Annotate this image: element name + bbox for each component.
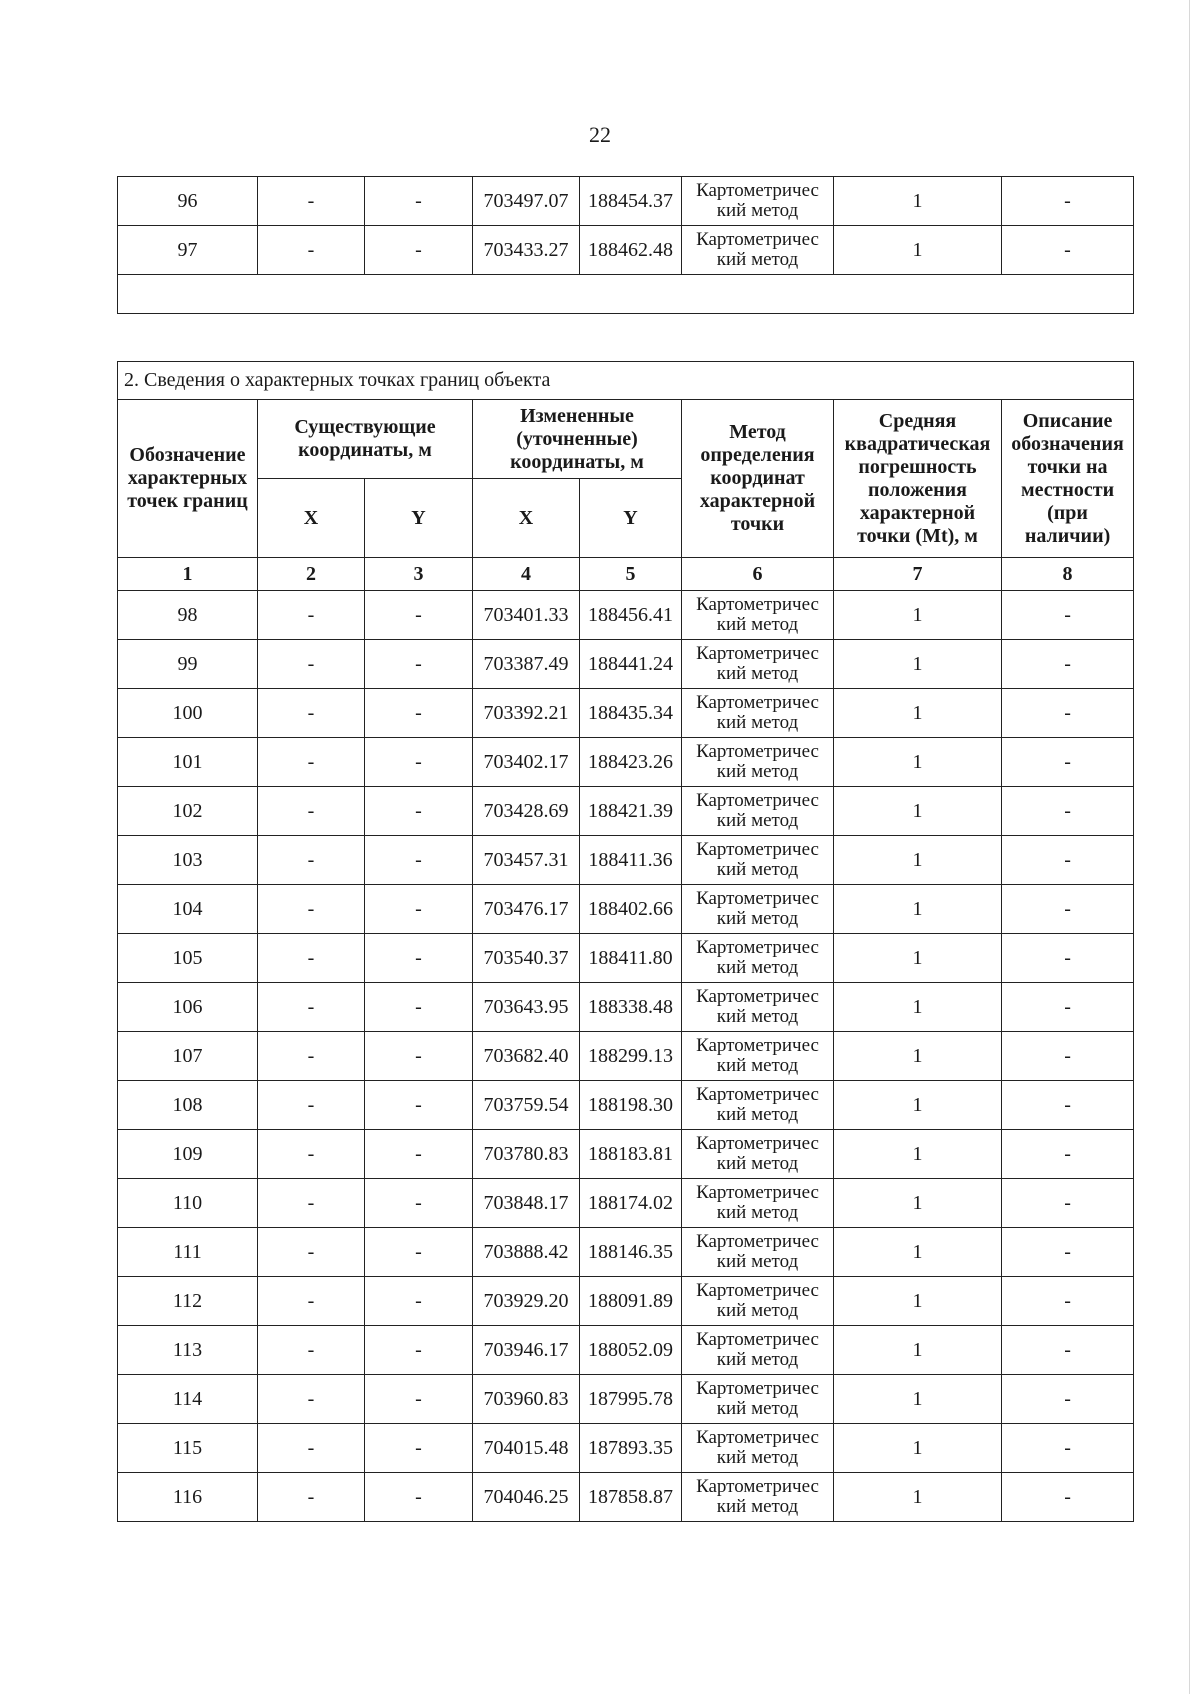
table-row xyxy=(118,177,1134,226)
changed-x-cell: 703428.69 xyxy=(473,787,580,836)
header-designation: Обозначение характерных точек границ xyxy=(118,400,258,558)
table-row xyxy=(118,1228,1134,1277)
existing-y-cell: - xyxy=(365,934,473,983)
method-cell: Картометричес кий метод xyxy=(682,177,834,226)
description-cell: - xyxy=(1002,787,1134,836)
existing-y-cell: - xyxy=(365,738,473,787)
error-cell: 1 xyxy=(834,1326,1002,1375)
method-cell: Картометричес кий метод xyxy=(682,226,834,275)
error-cell: 1 xyxy=(834,1277,1002,1326)
existing-x-cell: - xyxy=(258,1424,365,1473)
changed-x-cell: 703392.21 xyxy=(473,689,580,738)
point-id-cell: 104 xyxy=(118,885,258,934)
existing-x-cell: - xyxy=(258,934,365,983)
changed-x-cell: 703540.37 xyxy=(473,934,580,983)
table-row xyxy=(118,591,1134,640)
error-cell: 1 xyxy=(834,1228,1002,1277)
changed-x-cell: 704046.25 xyxy=(473,1473,580,1522)
description-cell: - xyxy=(1002,689,1134,738)
empty-row xyxy=(118,275,1134,314)
header-description: Описание обозначения точки на местности (при наличии) xyxy=(1002,400,1134,558)
point-id-cell: 108 xyxy=(118,1081,258,1130)
error-cell: 1 xyxy=(834,983,1002,1032)
changed-y-cell: 188174.02 xyxy=(580,1179,682,1228)
changed-x-cell: 703457.31 xyxy=(473,836,580,885)
boundary-points-table-body xyxy=(118,591,1134,1522)
method-cell: Картометричес кий метод xyxy=(682,934,834,983)
column-number: 6 xyxy=(682,558,834,591)
error-cell: 1 xyxy=(834,1081,1002,1130)
changed-x-cell: 703946.17 xyxy=(473,1326,580,1375)
point-id-cell: 101 xyxy=(118,738,258,787)
method-cell: Картометричес кий метод xyxy=(682,1130,834,1179)
description-cell: - xyxy=(1002,591,1134,640)
point-id-cell: 99 xyxy=(118,640,258,689)
header-row-1 xyxy=(118,400,1134,479)
existing-x-cell: - xyxy=(258,1179,365,1228)
column-number: 7 xyxy=(834,558,1002,591)
error-cell: 1 xyxy=(834,1375,1002,1424)
header-method: Метод определения координат характерной точки xyxy=(682,400,834,558)
error-cell: 1 xyxy=(834,1179,1002,1228)
existing-y-cell: - xyxy=(365,1326,473,1375)
table-row xyxy=(118,1326,1134,1375)
point-id-cell: 107 xyxy=(118,1032,258,1081)
changed-y-cell: 188435.34 xyxy=(580,689,682,738)
description-cell: - xyxy=(1002,1326,1134,1375)
description-cell: - xyxy=(1002,1032,1134,1081)
table-row xyxy=(118,1375,1134,1424)
changed-y-cell: 188183.81 xyxy=(580,1130,682,1179)
existing-x-cell: - xyxy=(258,787,365,836)
existing-x-cell: - xyxy=(258,738,365,787)
table-row xyxy=(118,1424,1134,1473)
method-cell: Картометричес кий метод xyxy=(682,591,834,640)
table-row xyxy=(118,1130,1134,1179)
existing-x-cell: - xyxy=(258,885,365,934)
header-changed-y: Y xyxy=(580,479,682,558)
description-cell: - xyxy=(1002,1473,1134,1522)
changed-y-cell: 187995.78 xyxy=(580,1375,682,1424)
changed-x-cell: 703387.49 xyxy=(473,640,580,689)
point-id-cell: 100 xyxy=(118,689,258,738)
point-id-cell: 112 xyxy=(118,1277,258,1326)
changed-y-cell: 188423.26 xyxy=(580,738,682,787)
method-cell: Картометричес кий метод xyxy=(682,738,834,787)
description-cell: - xyxy=(1002,983,1134,1032)
table-row xyxy=(118,1277,1134,1326)
point-id-cell: 96 xyxy=(118,177,258,226)
error-cell: 1 xyxy=(834,787,1002,836)
existing-x-cell: - xyxy=(258,1081,365,1130)
method-cell: Картометричес кий метод xyxy=(682,885,834,934)
error-cell: 1 xyxy=(834,640,1002,689)
error-cell: 1 xyxy=(834,591,1002,640)
changed-x-cell: 703497.07 xyxy=(473,177,580,226)
existing-x-cell: - xyxy=(258,226,365,275)
existing-y-cell: - xyxy=(365,1277,473,1326)
point-id-cell: 111 xyxy=(118,1228,258,1277)
existing-y-cell: - xyxy=(365,1375,473,1424)
table-row xyxy=(118,226,1134,275)
existing-x-cell: - xyxy=(258,1375,365,1424)
table-row xyxy=(118,1032,1134,1081)
header-changed-coords: Измененные (уточненные) координаты, м xyxy=(473,400,682,479)
header-existing-y: Y xyxy=(365,479,473,558)
changed-x-cell: 703402.17 xyxy=(473,738,580,787)
changed-x-cell: 703929.20 xyxy=(473,1277,580,1326)
header-existing-x: X xyxy=(258,479,365,558)
description-cell: - xyxy=(1002,1375,1134,1424)
existing-y-cell: - xyxy=(365,591,473,640)
description-cell: - xyxy=(1002,738,1134,787)
point-id-cell: 113 xyxy=(118,1326,258,1375)
changed-y-cell: 188146.35 xyxy=(580,1228,682,1277)
existing-x-cell: - xyxy=(258,1277,365,1326)
description-cell: - xyxy=(1002,1081,1134,1130)
scan-edge-line xyxy=(1189,0,1190,1694)
changed-x-cell: 703780.83 xyxy=(473,1130,580,1179)
error-cell: 1 xyxy=(834,177,1002,226)
changed-y-cell: 187858.87 xyxy=(580,1473,682,1522)
point-id-cell: 109 xyxy=(118,1130,258,1179)
method-cell: Картометричес кий метод xyxy=(682,983,834,1032)
existing-y-cell: - xyxy=(365,1032,473,1081)
existing-x-cell: - xyxy=(258,983,365,1032)
existing-y-cell: - xyxy=(365,836,473,885)
changed-x-cell: 703682.40 xyxy=(473,1032,580,1081)
column-number: 2 xyxy=(258,558,365,591)
changed-y-cell: 188454.37 xyxy=(580,177,682,226)
existing-y-cell: - xyxy=(365,1179,473,1228)
method-cell: Картометричес кий метод xyxy=(682,1179,834,1228)
section-title: 2. Сведения о характерных точках границ объекта xyxy=(118,362,1134,400)
changed-y-cell: 188052.09 xyxy=(580,1326,682,1375)
method-cell: Картометричес кий метод xyxy=(682,1326,834,1375)
existing-y-cell: - xyxy=(365,1473,473,1522)
description-cell: - xyxy=(1002,1228,1134,1277)
changed-y-cell: 188421.39 xyxy=(580,787,682,836)
empty-cell xyxy=(118,275,1134,314)
point-id-cell: 116 xyxy=(118,1473,258,1522)
table-row xyxy=(118,738,1134,787)
existing-x-cell: - xyxy=(258,1228,365,1277)
changed-y-cell: 188456.41 xyxy=(580,591,682,640)
method-cell: Картометричес кий метод xyxy=(682,836,834,885)
description-cell: - xyxy=(1002,885,1134,934)
section-title-row xyxy=(118,362,1134,400)
changed-x-cell: 703401.33 xyxy=(473,591,580,640)
existing-y-cell: - xyxy=(365,787,473,836)
method-cell: Картометричес кий метод xyxy=(682,787,834,836)
changed-y-cell: 188462.48 xyxy=(580,226,682,275)
table-row xyxy=(118,787,1134,836)
changed-x-cell: 703476.17 xyxy=(473,885,580,934)
changed-y-cell: 188402.66 xyxy=(580,885,682,934)
table-row xyxy=(118,689,1134,738)
point-id-cell: 98 xyxy=(118,591,258,640)
changed-y-cell: 188299.13 xyxy=(580,1032,682,1081)
existing-x-cell: - xyxy=(258,1032,365,1081)
point-id-cell: 115 xyxy=(118,1424,258,1473)
description-cell: - xyxy=(1002,1130,1134,1179)
description-cell: - xyxy=(1002,1179,1134,1228)
description-cell: - xyxy=(1002,1277,1134,1326)
boundary-points-table xyxy=(117,361,1134,1522)
method-cell: Картометричес кий метод xyxy=(682,1228,834,1277)
error-cell: 1 xyxy=(834,934,1002,983)
table-row xyxy=(118,885,1134,934)
changed-x-cell: 703433.27 xyxy=(473,226,580,275)
existing-y-cell: - xyxy=(365,226,473,275)
method-cell: Картометричес кий метод xyxy=(682,1375,834,1424)
method-cell: Картометричес кий метод xyxy=(682,1424,834,1473)
existing-y-cell: - xyxy=(365,885,473,934)
error-cell: 1 xyxy=(834,836,1002,885)
changed-x-cell: 703888.42 xyxy=(473,1228,580,1277)
changed-y-cell: 188441.24 xyxy=(580,640,682,689)
column-number: 1 xyxy=(118,558,258,591)
changed-x-cell: 704015.48 xyxy=(473,1424,580,1473)
existing-x-cell: - xyxy=(258,591,365,640)
column-number: 5 xyxy=(580,558,682,591)
table-row xyxy=(118,1179,1134,1228)
column-number: 4 xyxy=(473,558,580,591)
header-changed-x: X xyxy=(473,479,580,558)
changed-y-cell: 188198.30 xyxy=(580,1081,682,1130)
table-row xyxy=(118,1473,1134,1522)
point-id-cell: 102 xyxy=(118,787,258,836)
existing-x-cell: - xyxy=(258,640,365,689)
existing-y-cell: - xyxy=(365,177,473,226)
method-cell: Картометричес кий метод xyxy=(682,1081,834,1130)
column-numbering-row xyxy=(118,558,1134,591)
continuation-table-body xyxy=(118,177,1134,275)
error-cell: 1 xyxy=(834,738,1002,787)
description-cell: - xyxy=(1002,640,1134,689)
method-cell: Картометричес кий метод xyxy=(682,1473,834,1522)
existing-y-cell: - xyxy=(365,983,473,1032)
method-cell: Картометричес кий метод xyxy=(682,640,834,689)
page-number: 22 xyxy=(589,122,611,147)
point-id-cell: 97 xyxy=(118,226,258,275)
point-id-cell: 103 xyxy=(118,836,258,885)
existing-x-cell: - xyxy=(258,689,365,738)
point-id-cell: 110 xyxy=(118,1179,258,1228)
error-cell: 1 xyxy=(834,689,1002,738)
description-cell: - xyxy=(1002,836,1134,885)
error-cell: 1 xyxy=(834,1130,1002,1179)
table-row xyxy=(118,640,1134,689)
table-row xyxy=(118,836,1134,885)
column-number: 8 xyxy=(1002,558,1134,591)
method-cell: Картометричес кий метод xyxy=(682,1277,834,1326)
changed-y-cell: 188338.48 xyxy=(580,983,682,1032)
existing-x-cell: - xyxy=(258,177,365,226)
error-cell: 1 xyxy=(834,226,1002,275)
method-cell: Картометричес кий метод xyxy=(682,689,834,738)
existing-x-cell: - xyxy=(258,1130,365,1179)
error-cell: 1 xyxy=(834,1473,1002,1522)
table-row xyxy=(118,983,1134,1032)
changed-y-cell: 188091.89 xyxy=(580,1277,682,1326)
existing-x-cell: - xyxy=(258,836,365,885)
existing-y-cell: - xyxy=(365,640,473,689)
method-cell: Картометричес кий метод xyxy=(682,1032,834,1081)
error-cell: 1 xyxy=(834,885,1002,934)
error-cell: 1 xyxy=(834,1032,1002,1081)
description-cell: - xyxy=(1002,1424,1134,1473)
point-id-cell: 105 xyxy=(118,934,258,983)
existing-y-cell: - xyxy=(365,1228,473,1277)
existing-y-cell: - xyxy=(365,1081,473,1130)
point-id-cell: 106 xyxy=(118,983,258,1032)
existing-y-cell: - xyxy=(365,1130,473,1179)
table-row xyxy=(118,1081,1134,1130)
existing-y-cell: - xyxy=(365,1424,473,1473)
header-existing-coords: Существующие координаты, м xyxy=(258,400,473,479)
continuation-table xyxy=(117,176,1134,314)
column-number: 3 xyxy=(365,558,473,591)
point-id-cell: 114 xyxy=(118,1375,258,1424)
existing-x-cell: - xyxy=(258,1473,365,1522)
changed-x-cell: 703960.83 xyxy=(473,1375,580,1424)
description-cell: - xyxy=(1002,934,1134,983)
existing-y-cell: - xyxy=(365,689,473,738)
error-cell: 1 xyxy=(834,1424,1002,1473)
changed-y-cell: 188411.36 xyxy=(580,836,682,885)
changed-x-cell: 703848.17 xyxy=(473,1179,580,1228)
table-row xyxy=(118,934,1134,983)
changed-x-cell: 703759.54 xyxy=(473,1081,580,1130)
changed-y-cell: 187893.35 xyxy=(580,1424,682,1473)
existing-x-cell: - xyxy=(258,1326,365,1375)
description-cell: - xyxy=(1002,226,1134,275)
changed-y-cell: 188411.80 xyxy=(580,934,682,983)
changed-x-cell: 703643.95 xyxy=(473,983,580,1032)
description-cell: - xyxy=(1002,177,1134,226)
header-error: Средняя квадратическая погрешность положения характерной точки (Mt), м xyxy=(834,400,1002,558)
